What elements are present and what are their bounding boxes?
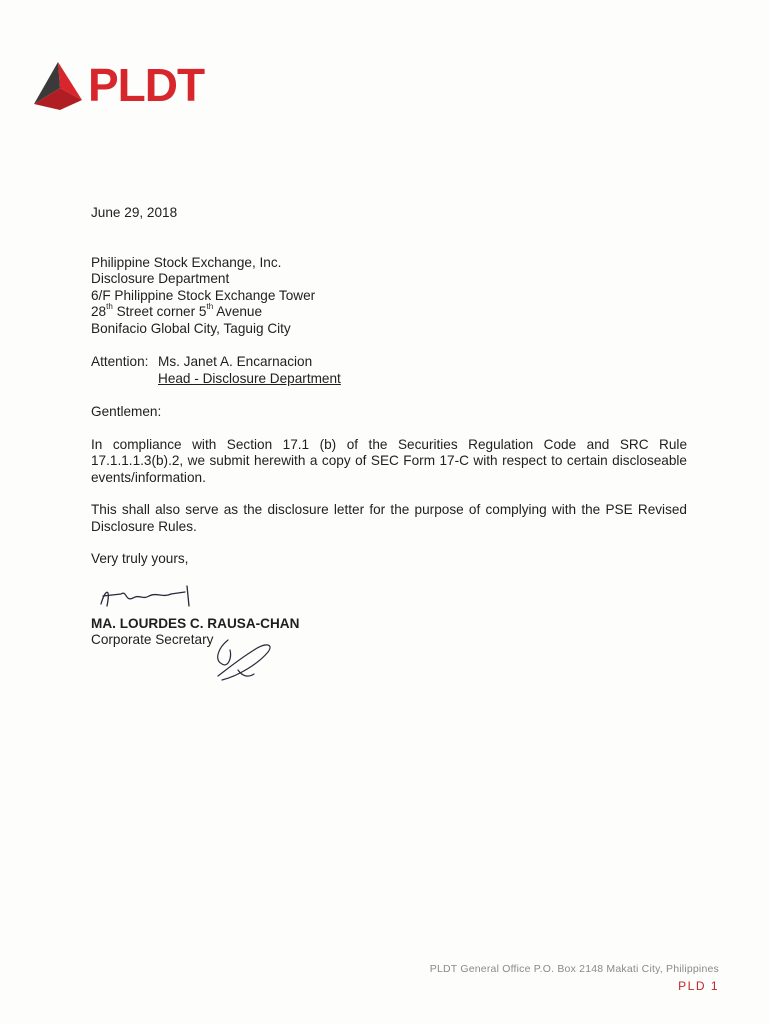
ordinal-suffix: th: [106, 302, 113, 312]
pldt-logo-icon: [30, 58, 86, 112]
attention-block: [91, 354, 687, 387]
salutation: Gentlemen:: [91, 404, 162, 419]
signer-title: Corporate Secretary: [91, 632, 214, 647]
ordinal-suffix: th: [206, 302, 214, 312]
letter-date: June 29, 2018: [91, 205, 178, 220]
paragraph: This shall also serve as the disclosure letter for the purpose of complying with the PSE Revised Disclosure Rules.: [91, 502, 687, 534]
street-text: Street corner 5: [112, 304, 207, 319]
paragraph: In compliance with Section 17.1 (b) of the Securities Regulation Code and SRC Rule 17.1.1.1.3(b).2, we submit herewith a copy of SEC Form 17-C with respect to certain discloseable events/information.: [91, 436, 687, 485]
signature-area: [91, 576, 687, 616]
signature-scribble: [91, 576, 221, 616]
attention-label: Attention:: [91, 354, 149, 369]
attention-recipient: [158, 354, 341, 387]
street-number: 28: [91, 304, 107, 319]
attention-name: Ms. Janet A. Encarnacion: [158, 354, 313, 369]
letter-body: [91, 205, 687, 649]
attention-title: Head - Disclosure Department: [158, 370, 341, 386]
logo-text: PLDT: [88, 59, 205, 111]
address-line: Bonifacio Global City, Taguig City: [91, 320, 291, 336]
address-street-line: [91, 304, 687, 321]
signer-name: MA. LOURDES C. RAUSA-CHAN: [91, 615, 300, 631]
address-line: 6/F Philippine Stock Exchange Tower: [91, 287, 316, 303]
footer-address: PLDT General Office P.O. Box 2148 Makati City, Philippines: [429, 963, 719, 975]
pldt-logo: [30, 58, 204, 112]
recipient-address: [91, 255, 687, 338]
street-text-end: Avenue: [213, 304, 263, 319]
initials-scribble: [118, 620, 288, 690]
address-line: Disclosure Department: [91, 271, 230, 286]
closing: Very truly yours,: [91, 551, 189, 566]
address-line: Philippine Stock Exchange, Inc.: [91, 254, 282, 270]
page-code: PLD 1: [678, 979, 719, 993]
